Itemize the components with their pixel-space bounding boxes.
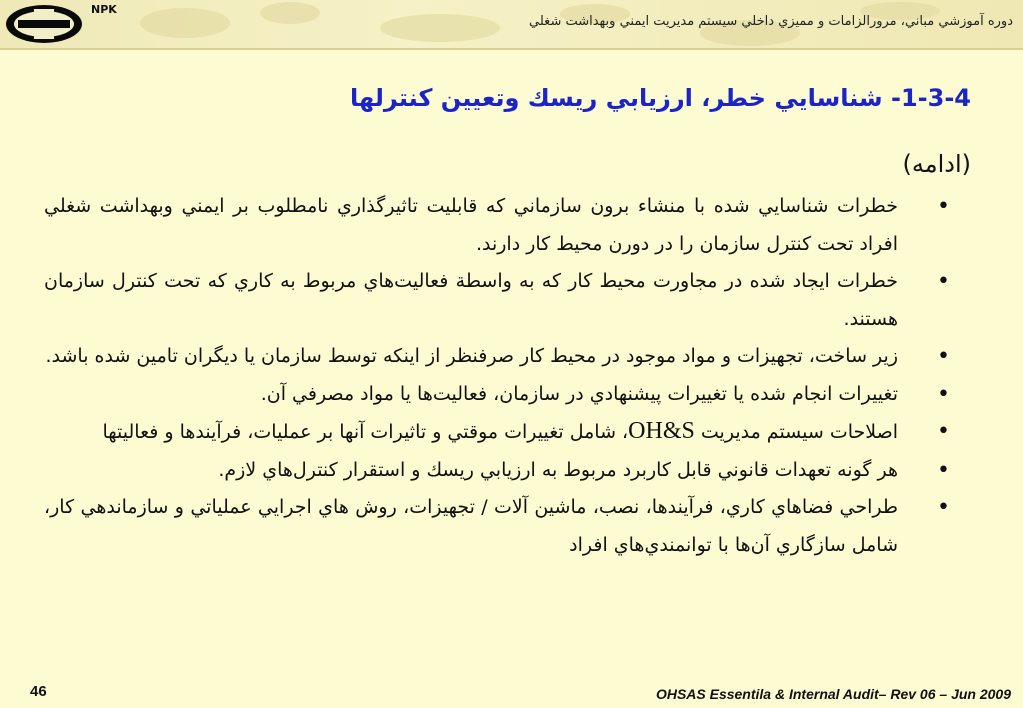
page-number: 46 [30,683,47,700]
company-logo [4,3,84,45]
list-item [44,413,964,452]
list-item [44,188,964,263]
list-item [44,338,964,376]
bullet-icon: • [937,419,950,444]
continuation-label: (ادامه) [902,150,971,178]
bullet-text-before: اصلاحات سيستم مديريت [694,421,898,443]
bullet-text-after: ، شامل تغييرات موقتي و تاثيرات آنها بر عمليات، فرآيندها و فعاليتها [102,421,629,443]
bullet-text: خطرات شناسايي شده با منشاء برون سازماني كه قابليت تاثيرگذاري نامطلوب بر ايمني وبهداشت شغلي افراد تحت كنترل سازمان را در دورن محيط كار دارند. [44,195,898,255]
bullet-list [44,188,964,564]
bullet-text: هر گونه تعهدات قانوني قابل كاربرد مربوط به ارزيابي ريسك و استقرار كنترل‌هاي لازم. [218,458,898,481]
course-header-title: دوره آموزشي مباني، مرورالزامات و مميزي داخلي سيستم مديريت ايمني وبهداشت شغلي [529,14,1013,29]
list-item [44,452,964,490]
ohs-label: OH&S [628,418,695,444]
list-item [44,489,964,564]
bullet-icon: • [937,344,950,369]
bullet-icon: • [937,381,950,407]
section-title: 1-3-4- شناسايي خطر، ارزيابي ريسك وتعيين كنترلها [350,84,971,112]
logo-letters: NPK [91,3,117,16]
bullet-text: تغييرات انجام شده يا تغييرات پيشنهادي در سازمان، فعاليت‌ها يا مواد مصرفي آن. [260,382,898,405]
list-item [44,376,964,414]
bullet-icon: • [937,495,950,520]
bullet-icon: • [937,194,950,219]
bullet-icon: • [937,457,950,483]
bullet-text: خطرات ايجاد شده در مجاورت محيط كار كه به واسطة فعاليت‌هاي مربوط به كاري كه تحت كنترل سازمان هستند. [44,270,898,330]
bullet-icon: • [937,269,950,294]
bullet-text: زير ساخت، تجهيزات و مواد موجود در محيط كار صرفنظر از اينكه توسط سازمان يا ديگران تامين شده باشد. [45,345,898,367]
list-item [44,263,964,338]
footer-course-label: OHSAS Essentila & Internal Audit– Rev 06 – Jun 2009 [655,686,1011,702]
bullet-text: طراحي فضاهاي كاري، فرآيندها، نصب، ماشين آلات / تجهيزات، روش هاي اجرايي عملياتي و سازماندهي كار، شامل سازگاري آن‌ها با توانمندي‌هاي افراد [44,496,898,556]
header-bar [0,0,1023,50]
